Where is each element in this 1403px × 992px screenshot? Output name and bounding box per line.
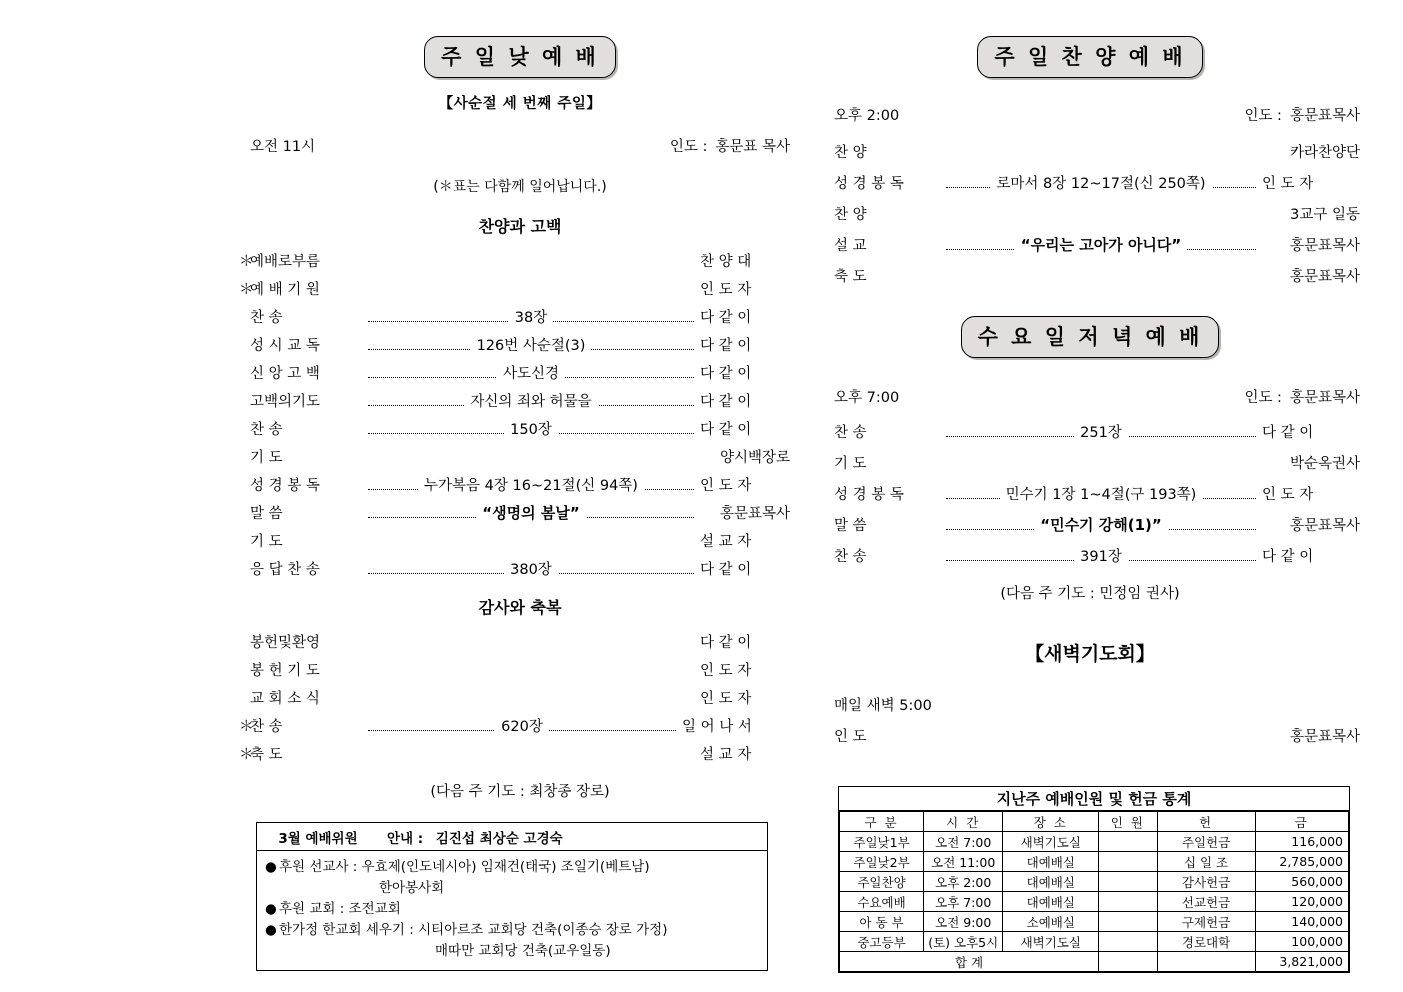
sunday-praise-title-wrap (820, 36, 1360, 78)
order-row-person: 설 교 자 (700, 534, 752, 550)
order-row (250, 624, 790, 652)
order-row-label: 신 앙 고 백 (250, 366, 320, 382)
order-row (250, 383, 790, 411)
order-row-detail-text: 사도신경 (497, 366, 565, 382)
stats-total-label: 합 계 (840, 952, 1099, 972)
order-row-label: 응 답 찬 송 (250, 562, 320, 578)
order-row-detail-text: 251장 (1074, 425, 1128, 441)
order-row-person: 일 어 나 서 (682, 719, 752, 735)
committee-box (256, 822, 768, 971)
stats-header-offering-amount: 금 (1255, 812, 1348, 832)
order-row-label: 성 시 교 독 (250, 338, 320, 354)
order-row (834, 193, 1360, 224)
stats-header-place: 장 소 (1003, 812, 1099, 832)
order-row (239, 736, 790, 764)
stats-cell-offering-name: 경로대학 (1157, 932, 1255, 952)
table-row (840, 872, 1349, 892)
stats-total-row (840, 952, 1349, 972)
bullet-icon: ● (265, 859, 277, 875)
asterisk-marker: ＊ (239, 282, 254, 298)
bullet-icon (421, 941, 435, 962)
order-row-detail-text: “민수기 강해(1)” (1034, 516, 1168, 534)
stats-cell-division: 주일찬양 (840, 872, 924, 892)
order-row-detail-text: 380장 (504, 562, 558, 578)
order-row-person: 홍문표목사 (1289, 729, 1360, 745)
order-row-label: 찬 송 (834, 425, 867, 441)
wednesday-leader: 홍문표목사 (1289, 390, 1360, 406)
sunday-praise-time: 오후 2:00 (834, 108, 900, 124)
dawn-order-list (820, 715, 1360, 746)
stats-cell-place: 대예배실 (1003, 852, 1099, 872)
order-row-label: 성 경 봉 독 (834, 176, 904, 192)
wednesday-title-wrap (820, 316, 1360, 358)
order-row-detail (946, 483, 1256, 504)
stats-cell-time: 오후 2:00 (924, 872, 1003, 892)
order-row-detail (368, 390, 694, 411)
stats-cell-offering-amount: 100,000 (1255, 932, 1348, 952)
stats-cell-place: 소예배실 (1003, 912, 1099, 932)
order-row-detail-text: 로마서 8장 12~17절(신 250쪽) (990, 176, 1211, 192)
wednesday-timeline (820, 386, 1360, 407)
order-row-label: ＊ 예배로부름 (250, 250, 368, 271)
order-row-person: 양시백장로 (719, 450, 790, 466)
order-row-label: 성 경 봉 독 (834, 487, 904, 503)
order-row (834, 411, 1360, 442)
order-row-label: 고백의기도 (250, 394, 321, 410)
stats-cell-count (1099, 832, 1157, 852)
order-row-person: 인 도 자 (1262, 176, 1314, 192)
order-row-detail (946, 172, 1256, 193)
order-row-detail (946, 421, 1256, 442)
sunday-praise-title: 주 일 찬 양 예 배 (977, 36, 1202, 78)
wednesday-order-list (820, 411, 1360, 566)
order-row-person: 홍문표목사 (1289, 269, 1360, 285)
order-row-detail (368, 306, 694, 327)
sunday-day-title: 주 일 낮 예 배 (424, 36, 616, 78)
order-row-label: ＊ 예 배 기 원 (250, 278, 368, 299)
order-row-person: 박순옥권사 (1289, 456, 1360, 472)
order-row-detail-text: “우리는 고아가 아니다” (1015, 236, 1188, 254)
order-row (239, 243, 790, 271)
wednesday-time: 오후 7:00 (834, 390, 900, 406)
table-row (840, 832, 1349, 852)
committee-month-label: 3월 예배위원 (278, 830, 358, 847)
stats-cell-offering-amount: 140,000 (1255, 912, 1348, 932)
order-row (250, 439, 790, 467)
order-row (250, 551, 790, 579)
stats-cell-count (1099, 912, 1157, 932)
committee-line-text: 후원 교회 : 조전교회 (279, 900, 401, 917)
dawn-title: 【새벽기도회】 (1025, 643, 1155, 665)
table-row (840, 892, 1349, 912)
order-row-detail (368, 334, 694, 355)
order-row-person: 다 같 이 (1262, 549, 1314, 565)
asterisk-marker: ＊ (239, 719, 254, 735)
stats-total-offering-name (1157, 952, 1255, 972)
order-row-label: ＊ 축 도 (250, 743, 368, 764)
order-row-detail (368, 502, 694, 523)
sunday-day-next-prayer: (다음 주 기도 : 최창종 장로) (430, 784, 610, 800)
stats-cell-place: 새벽기도실 (1003, 932, 1099, 952)
stats-cell-division: 중고등부 (840, 932, 924, 952)
order-row-label: 찬 송 (250, 422, 283, 438)
order-row-person: 다 같 이 (1262, 425, 1314, 441)
order-row-detail (946, 545, 1256, 566)
wednesday-leader-label: 인도 : (1244, 390, 1282, 406)
order-row-person: 홍문표목사 (719, 506, 790, 522)
order-row-detail-text: 620장 (495, 719, 549, 735)
stats-cell-count (1099, 932, 1157, 952)
stats-cell-time: 오후 7:00 (924, 892, 1003, 912)
order-row (834, 715, 1360, 746)
order-row-label: 찬 송 (250, 310, 283, 326)
committee-line (265, 899, 759, 920)
committee-line (265, 878, 759, 899)
order-row (239, 271, 790, 299)
order-row-detail-text: 민수기 1장 1~4절(구 193쪽) (1000, 487, 1203, 503)
stats-header-count: 인 원 (1099, 812, 1157, 832)
stats-cell-offering-name: 선교헌금 (1157, 892, 1255, 912)
order-row-label: 찬 송 (834, 549, 867, 565)
order-row-label: 말 씀 (834, 518, 867, 534)
order-row (250, 495, 790, 523)
order-row-detail-text: 391장 (1074, 549, 1128, 565)
stats-cell-count (1099, 852, 1157, 872)
order-row-detail (946, 234, 1256, 255)
sunday-day-note: (＊표는 다함께 일어납니다.) (433, 179, 607, 195)
stats-total-count (1099, 952, 1157, 972)
stats-cell-time: 오전 7:00 (924, 832, 1003, 852)
committee-line (265, 857, 759, 878)
table-row (840, 852, 1349, 872)
stats-body (840, 832, 1349, 972)
bullet-icon (365, 878, 379, 899)
order-row-detail (368, 558, 694, 579)
committee-guide (379, 827, 767, 847)
order-row-person: 홍문표목사 (1289, 518, 1360, 534)
order-row-person: 설 교 자 (700, 747, 752, 763)
table-row (840, 932, 1349, 952)
order-row (250, 467, 790, 495)
stats-cell-time: (토) 오후5시 (924, 932, 1003, 952)
order-row-detail-text: 126번 사순절(3) (471, 338, 592, 354)
stats-cell-offering-amount: 560,000 (1255, 872, 1348, 892)
sunday-day-title-wrap (250, 36, 790, 78)
stats-cell-offering-amount: 120,000 (1255, 892, 1348, 912)
order-row (834, 162, 1360, 193)
table-row (840, 912, 1349, 932)
stats-cell-place: 대예배실 (1003, 872, 1099, 892)
order-row-label: 봉 헌 기 도 (250, 663, 320, 679)
asterisk-marker: ＊ (239, 747, 254, 763)
order-row (250, 523, 790, 551)
stats-cell-offering-amount: 2,785,000 (1255, 852, 1348, 872)
dawn-time: 매일 새벽 5:00 (834, 698, 932, 714)
order-row-label: 찬 양 (834, 207, 867, 223)
order-row (834, 224, 1360, 255)
order-row-detail-text: 38장 (509, 310, 553, 326)
order-row-person: 카라찬양단 (1289, 145, 1360, 161)
order-row (834, 535, 1360, 566)
stats-header-time: 시 간 (924, 812, 1003, 832)
stats-cell-count (1099, 872, 1157, 892)
sunday-praise-leader: 홍문표목사 (1289, 108, 1360, 124)
order-row-detail-text: 누가복음 4장 16~21절(신 94쪽) (418, 478, 644, 494)
order-row-person: 인 도 자 (700, 663, 752, 679)
bullet-icon: ● (265, 900, 277, 917)
sunday-day-time: 오전 11시 (250, 139, 316, 155)
order-row-person: 다 같 이 (700, 635, 752, 651)
order-row (834, 255, 1360, 286)
order-row-detail (946, 514, 1256, 535)
order-row (834, 442, 1360, 473)
committee-header (257, 823, 767, 851)
asterisk-marker: ＊ (239, 254, 254, 270)
stats-title: 지난주 예배인원 및 헌금 통계 (839, 787, 1349, 811)
order-row-label: 봉헌및환영 (250, 635, 321, 651)
order-row-label: 교 회 소 식 (250, 691, 320, 707)
committee-line-text: 후원 선교사 : 우효제(인도네시아) 임재건(태국) 조일기(베트남) (279, 859, 650, 875)
order-row (250, 652, 790, 680)
order-row (250, 355, 790, 383)
right-column (820, 0, 1360, 746)
order-row-person: 홍문표목사 (1289, 238, 1360, 254)
stats-header-offering-name: 헌 (1157, 812, 1255, 832)
stats-cell-division: 수요예배 (840, 892, 924, 912)
stats-table (839, 811, 1349, 972)
order-row-person: 3교구 일동 (1290, 207, 1360, 223)
sunday-day-leader-label: 인도 : (669, 139, 708, 155)
stats-cell-time: 오전 9:00 (924, 912, 1003, 932)
order-row-label: 찬 양 (834, 145, 867, 161)
order-row-detail (368, 362, 694, 383)
order-row-person: 다 같 이 (700, 366, 752, 382)
order-row-detail-text: 자신의 죄와 허물을 (464, 394, 597, 410)
order-row-label: 설 교 (834, 238, 867, 254)
stats-cell-place: 대예배실 (1003, 892, 1099, 912)
sunday-day-order-list-1 (239, 243, 790, 579)
sunday-day-order-list-2 (239, 624, 790, 764)
order-row-person: 인 도 자 (1262, 487, 1314, 503)
sunday-praise-order-list (820, 131, 1360, 286)
order-row-label: 기 도 (834, 456, 867, 472)
order-row-person: 다 같 이 (700, 562, 752, 578)
stats-cell-division: 아 동 부 (840, 912, 924, 932)
stats-header-div: 구 분 (840, 812, 924, 832)
stats-header-row (840, 812, 1349, 832)
stats-cell-offering-name: 감사헌금 (1157, 872, 1255, 892)
order-row-detail (368, 418, 694, 439)
order-row-person: 인 도 자 (700, 691, 752, 707)
order-row-label: 기 도 (250, 450, 283, 466)
order-row-label: 축 도 (834, 269, 867, 285)
committee-guide-label: 안내 : (387, 830, 424, 847)
order-row-detail (368, 715, 676, 736)
stats-cell-division: 주일낮2부 (840, 852, 924, 872)
stats-cell-offering-name: 주일헌금 (1157, 832, 1255, 852)
committee-line-text: 매따만 교회당 건축(교우일동) (435, 942, 611, 959)
sunday-day-timeline (250, 135, 790, 156)
order-row (250, 680, 790, 708)
order-row (239, 708, 790, 736)
order-row (834, 131, 1360, 162)
order-row-label: ＊ 찬 송 (250, 715, 368, 736)
bullet-icon: ● (265, 921, 277, 938)
stats-cell-division: 주일낮1부 (840, 832, 924, 852)
sunday-day-group1-heading: 찬양과 고백 (478, 217, 562, 236)
order-row (250, 327, 790, 355)
stats-cell-offering-name: 구제헌금 (1157, 912, 1255, 932)
sunday-praise-leader-label: 인도 : (1244, 108, 1282, 124)
left-column (239, 0, 790, 801)
stats-box (838, 786, 1350, 973)
order-row-person: 인 도 자 (700, 282, 752, 298)
stats-cell-count (1099, 892, 1157, 912)
order-row-detail-text: 150장 (504, 422, 558, 438)
sunday-day-subtitle: 【사순절 세 번째 주일】 (438, 96, 602, 112)
order-row-person: 인 도 자 (700, 478, 752, 494)
dawn-timeline (820, 694, 1360, 715)
committee-line-text: 한가정 한교회 세우기 : 시티아르조 교회당 건축(이종승 장로 가정) (279, 921, 668, 938)
order-row-label: 기 도 (250, 534, 283, 550)
order-row-detail (368, 474, 694, 495)
committee-line (265, 920, 759, 941)
order-row-person: 다 같 이 (700, 394, 752, 410)
order-row (250, 299, 790, 327)
order-row (834, 504, 1360, 535)
order-row-person: 다 같 이 (700, 422, 752, 438)
order-row (250, 411, 790, 439)
stats-cell-time: 오전 11:00 (924, 852, 1003, 872)
wednesday-title: 수 요 일 저 녁 예 배 (961, 316, 1220, 358)
order-row-detail-text: “생명의 봄날” (476, 504, 585, 522)
order-row-person: 찬 양 대 (700, 254, 752, 270)
committee-lines (257, 851, 767, 970)
order-row-label: 말 씀 (250, 506, 283, 522)
wednesday-next-prayer: (다음 주 기도 : 민정임 권사) (1000, 586, 1180, 602)
sunday-day-leader: 홍문표 목사 (715, 139, 790, 155)
stats-total-amount: 3,821,000 (1255, 952, 1348, 972)
order-row (834, 473, 1360, 504)
order-row-label: 인 도 (834, 729, 867, 745)
sunday-praise-timeline (820, 104, 1360, 125)
sunday-day-group2-heading: 감사와 축복 (478, 598, 562, 617)
committee-guide-names: 김진섭 최상순 고경숙 (435, 830, 563, 847)
committee-line-text: 한아봉사회 (379, 879, 445, 896)
stats-cell-offering-name: 십 일 조 (1157, 852, 1255, 872)
order-row-label: 성 경 봉 독 (250, 478, 320, 494)
order-row-person: 다 같 이 (700, 338, 752, 354)
stats-cell-place: 새벽기도실 (1003, 832, 1099, 852)
committee-line (265, 941, 759, 962)
order-row-person: 다 같 이 (700, 310, 752, 326)
stats-cell-offering-amount: 116,000 (1255, 832, 1348, 852)
